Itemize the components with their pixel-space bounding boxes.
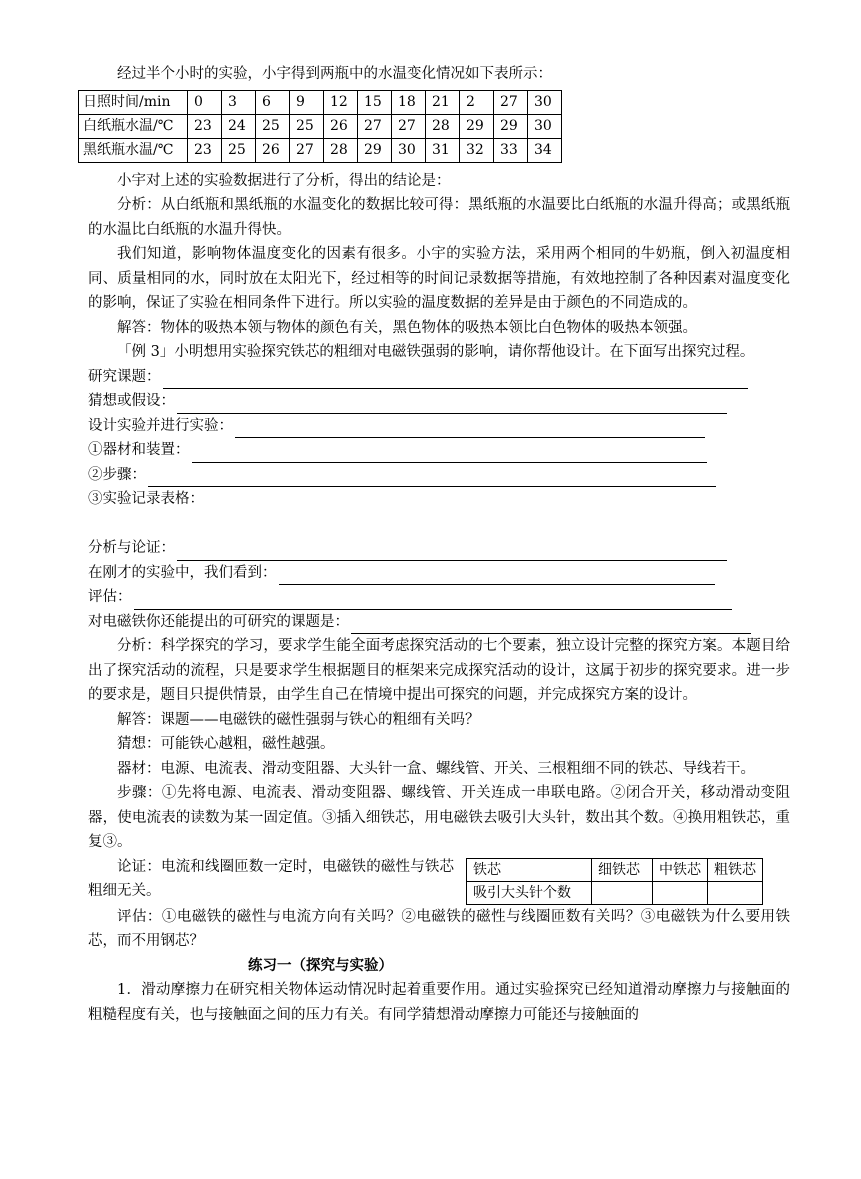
- field-label: 猜想或假设：: [88, 393, 175, 409]
- further-topic-field[interactable]: [88, 610, 790, 635]
- row-label-cell: 黑纸瓶水温/℃: [79, 138, 188, 162]
- row-label-cell: 吸引大头针个数: [467, 881, 592, 904]
- value-cell: 31: [426, 138, 460, 162]
- value-cell: 23: [188, 138, 222, 162]
- conclusion-row: [88, 855, 790, 905]
- time-cell: 15: [358, 90, 392, 114]
- time-cell: 30: [528, 90, 562, 114]
- table-row: [79, 90, 562, 114]
- value-cell: 23: [188, 114, 222, 138]
- answer-line[interactable]: [177, 395, 727, 414]
- value-cell: 26: [324, 114, 358, 138]
- water-temperature-table: [78, 90, 562, 163]
- time-cell: 2: [460, 90, 494, 114]
- intro-text: 经过半个小时的实验，小宇得到两瓶中的水温变化情况如下表所示：: [117, 66, 552, 82]
- table-row: [467, 858, 763, 881]
- table-row: [79, 114, 562, 138]
- answer-line[interactable]: [163, 370, 748, 389]
- blank-space: [88, 512, 790, 537]
- time-cell: 21: [426, 90, 460, 114]
- field-label: 设计实验并进行实验：: [88, 417, 233, 434]
- value-cell: 33: [494, 138, 528, 162]
- answer-evaluation: 评估：①电磁铁的磁性与电流方向有关吗？②电磁铁的磁性与线圈匝数有关吗？③电磁铁为什么要用铁芯，而不用钢芯？: [88, 908, 790, 949]
- record-table-label: ③实验记录表格：: [88, 491, 204, 507]
- experiment-design-field[interactable]: [88, 414, 790, 439]
- analysis-field[interactable]: [88, 536, 790, 561]
- value-cell: 34: [528, 138, 562, 162]
- value-cell: 25: [256, 114, 290, 138]
- value-cell: 29: [494, 114, 528, 138]
- analysis-paragraph: 分析：从白纸瓶和黑纸瓶的水温变化的数据比较可得：黑纸瓶的水温要比白纸瓶的水温升得高；或黑纸瓶的水温比白纸瓶的水温升得快。: [88, 197, 790, 238]
- field-label: 分析与论证：: [88, 540, 175, 556]
- table-row: [79, 138, 562, 162]
- answer-conclusion: 论证：电流和线圈匝数一定时，电磁铁的磁性与铁芯粗细无关。: [88, 858, 454, 899]
- hypothesis-field[interactable]: [88, 389, 790, 414]
- field-label: ②步骤：: [88, 466, 146, 483]
- research-topic-field[interactable]: [88, 365, 790, 390]
- value-cell: 26: [256, 138, 290, 162]
- field-label: 对电磁铁你还能提出的可研究的课题是：: [88, 613, 349, 630]
- row-label-cell: 白纸瓶水温/℃: [79, 114, 188, 138]
- table-header-cell: 日照时间/min: [79, 90, 188, 114]
- value-cell: 27: [358, 114, 392, 138]
- field-label: 在刚才的实验中，我们看到：: [88, 564, 277, 581]
- evaluation-field[interactable]: [88, 585, 790, 610]
- answer-hypothesis: 猜想：可能铁心越粗，磁性越强。: [117, 736, 335, 752]
- value-cell: 25: [222, 138, 256, 162]
- analysis-paragraph: 分析：科学探究的学习，要求学生能全面考虑探究活动的七个要素，独立设计完整的探究方案。本题目给出了探究活动的流程，只是要求学生根据题目的框架来完成探究活动的设计，这属于初步的探究要求。进一步的要求是，题目只提供情景，由学生自己在情境中提出可探究的问题，并完成探究方案的设计。: [88, 638, 790, 703]
- value-cell: 32: [460, 138, 494, 162]
- time-cell: 0: [188, 90, 222, 114]
- value-cell: 24: [222, 114, 256, 138]
- value-cell: 30: [528, 114, 562, 138]
- table-header-cell: 铁芯: [467, 858, 592, 881]
- answer-line[interactable]: [192, 444, 707, 463]
- paragraph: 我们知道，影响物体温度变化的因素有很多。小宇的实验方法，采用两个相同的牛奶瓶，倒入初温度相同、质量相同的水，同时放在太阳光下，经过相等的时间记录数据等措施，有效地控制了各种因素对温度变化的影响，保证了实验在相同条件下进行。所以实验的温度数据的差异是由于颜色的不同造成的。: [88, 246, 790, 311]
- time-cell: 9: [290, 90, 324, 114]
- table-row: [467, 881, 763, 904]
- exercise-1-text: 1．滑动摩擦力在研究相关物体运动情况时起着重要作用。通过实验探究已经知道滑动摩擦力与接触面的粗糙程度有关，也与接触面之间的压力有关。有同学猜想滑动摩擦力可能还与接触面的: [88, 982, 790, 1023]
- time-cell: 3: [222, 90, 256, 114]
- answer-line[interactable]: [177, 542, 727, 561]
- answer-line[interactable]: [351, 615, 751, 634]
- empty-cell[interactable]: [653, 881, 708, 904]
- value-cell: 30: [392, 138, 426, 162]
- magnet-record-table: [466, 858, 763, 905]
- value-cell: 27: [290, 138, 324, 162]
- paragraph: 小宇对上述的实验数据进行了分析，得出的结论是：: [117, 172, 451, 189]
- answer-steps: 步骤：①先将电源、电流表、滑动变阻器、螺线管、开关连成一串联电路。②闭合开关，移动滑动变阻器，使电流表的读数为某一固定值。③插入细铁芯，用电磁铁去吸引大头针，数出其个数。④换用粗铁芯，重复③。: [88, 785, 790, 850]
- value-cell: 29: [358, 138, 392, 162]
- equipment-field[interactable]: [88, 438, 790, 463]
- observation-field[interactable]: [88, 561, 790, 586]
- document-page: [83, 62, 790, 1027]
- answer-line[interactable]: [134, 591, 732, 610]
- table-header-cell: 中铁芯: [653, 858, 708, 881]
- time-cell: 18: [392, 90, 426, 114]
- table-header-cell: 细铁芯: [592, 858, 653, 881]
- value-cell: 27: [392, 114, 426, 138]
- answer-topic: 解答：课题——电磁铁的磁性强弱与铁心的粗细有关吗？: [117, 711, 480, 728]
- value-cell: 28: [324, 138, 358, 162]
- value-cell: 25: [290, 114, 324, 138]
- table-header-cell: 粗铁芯: [708, 858, 763, 881]
- empty-cell[interactable]: [708, 881, 763, 904]
- empty-cell[interactable]: [592, 881, 653, 904]
- time-cell: 27: [494, 90, 528, 114]
- steps-field[interactable]: [88, 463, 790, 488]
- answer-line[interactable]: [148, 468, 716, 487]
- example-3-paragraph: 「例 3」小明想用实验探究铁芯的粗细对电磁铁强弱的影响，请你帮他设计。在下面写出探究过程。: [117, 344, 755, 360]
- value-cell: 29: [460, 114, 494, 138]
- answer-line[interactable]: [235, 419, 705, 438]
- answer-line[interactable]: [279, 566, 715, 585]
- time-cell: 12: [324, 90, 358, 114]
- field-label: 研究课题：: [88, 368, 161, 385]
- answer-paragraph: 解答：物体的吸热本领与物体的颜色有关，黑色物体的吸热本领比白色物体的吸热本领强。: [117, 319, 697, 336]
- field-label: ①器材和装置：: [88, 442, 190, 458]
- time-cell: 6: [256, 90, 290, 114]
- field-label: 评估：: [88, 589, 132, 605]
- value-cell: 28: [426, 114, 460, 138]
- answer-equipment: 器材：电源、电流表、滑动变阻器、大头针一盒、螺线管、开关、三根粗细不同的铁芯、导线若干。: [117, 760, 755, 777]
- exercise-heading: 练习一（探究与实验）: [248, 956, 393, 974]
